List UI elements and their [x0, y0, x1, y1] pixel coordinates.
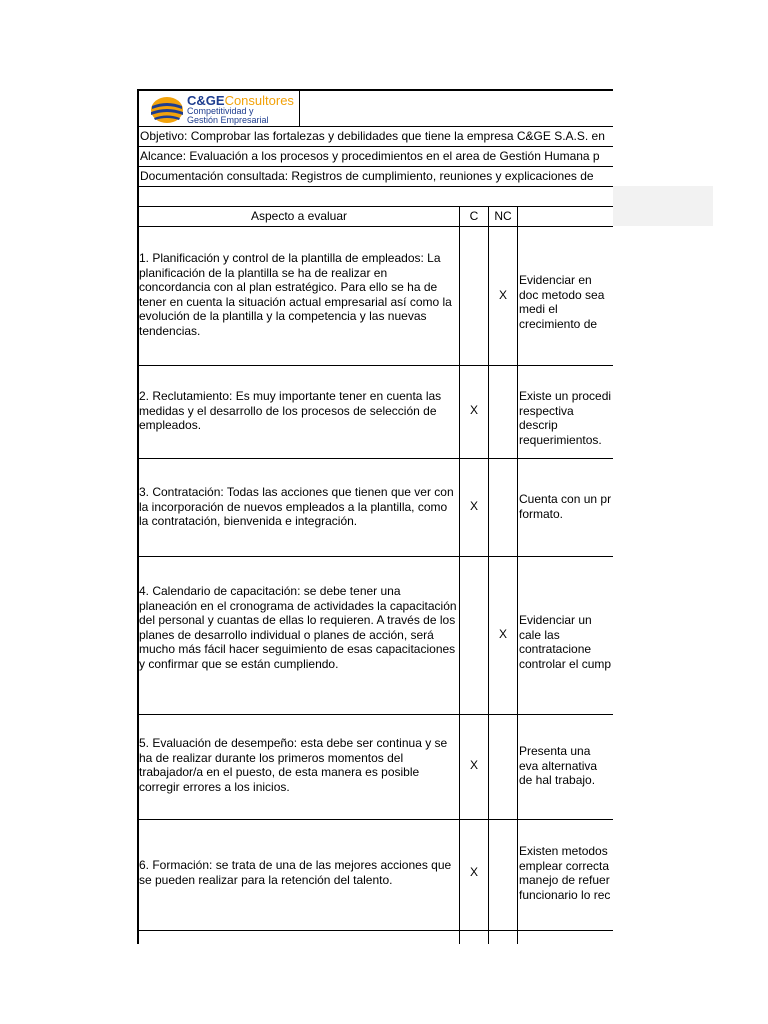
observation-cell: Cuenta con un pr formato. — [519, 492, 612, 521]
logo-accent: Consultores — [224, 93, 294, 108]
observation-cell: Presenta una eva alternativa de hal trabajo. — [519, 744, 598, 787]
spacer-row — [137, 187, 613, 207]
evaluation-sheet — [137, 89, 613, 944]
nc-mark: X — [498, 627, 507, 641]
c-mark: X — [469, 499, 478, 513]
aspecto-cell: 4. Calendario de capacitación: se debe tener una planeación en el cronograma de actividades la capacitación del personal y cuantas de ellas lo requieren. A través de los planes de desarrollo individual o planes de acción, será mucho más fácil hacer seguimiento de esas capacitaciones y confirmar que se están cumpliendo. — [139, 584, 457, 671]
observation-cell: Evidenciar un cale las contratacione controlar el cump — [519, 613, 612, 671]
observation-cell: Evidenciar en doc metodo sea medi el crecimiento de — [519, 273, 605, 331]
c-mark: X — [469, 758, 478, 772]
table-row — [137, 931, 613, 944]
header-aspecto: Aspecto a evaluar — [250, 209, 348, 223]
logo-tagline-1: Competitividad y — [187, 106, 254, 116]
company-logo — [139, 91, 300, 127]
observation-cell: Existe un procedi respectiva descrip requerimientos. — [519, 389, 612, 447]
header-c: C — [469, 209, 479, 223]
aspecto-cell: 6. Formación: se trata de una de las mejores acciones que se pueden realizar para la retención del talento. — [139, 858, 452, 887]
logo-tagline-2: Gestión Empresarial — [187, 115, 269, 126]
logo-brand: C&GE — [187, 93, 225, 108]
aspecto-cell: 1. Planificación y control de la plantilla de empleados: La planificación de la plantilla se ha de realizar en concordancia con al plan estratégico. Para ello se ha de tener en cuenta la situación actual empresarial así como la evolución de la plantilla y la competencia y las nuevas tendencias. — [139, 251, 452, 338]
globe-logo-icon — [149, 96, 185, 124]
aspecto-cell: 5. Evaluación de desempeño: esta debe ser continua y se ha de realizar durante los primeros momentos del trabajador/a en el puesto, de esta manera es posible corregir errores a los inicios. — [139, 736, 448, 794]
sheet-overflow-band — [613, 186, 713, 226]
observation-cell: Existen metodos emplear correcta manejo de refuer funcionario lo rec — [519, 844, 611, 902]
aspecto-cell: 3. Contratación: Todas las acciones que tienen que ver con la incorporación de nuevos empleados a la plantilla, como la contratación, bienvenida e integración. — [139, 485, 454, 528]
aspecto-cell: 2. Reclutamiento: Es muy importante tener en cuenta las medidas y el desarrollo de los procesos de selección de empleados. — [139, 389, 442, 432]
logo-text — [187, 94, 294, 126]
column-divider — [459, 207, 460, 944]
c-mark: X — [469, 403, 478, 417]
header-row — [137, 89, 613, 127]
documentacion-row: Documentación consultada: Registros de cumplimiento, reuniones y explicaciones de — [137, 167, 613, 187]
alcance-row: Alcance: Evaluación a los procesos y procedimientos en el area de Gestión Humana p — [137, 147, 613, 167]
objetivo-row: Objetivo: Comprobar las fortalezas y debilidades que tiene la empresa C&GE S.A.S. en — [137, 127, 613, 147]
nc-mark: X — [498, 288, 507, 302]
c-mark: X — [469, 865, 478, 879]
column-divider — [517, 207, 518, 944]
header-nc: NC — [494, 209, 512, 223]
column-divider — [488, 207, 489, 944]
